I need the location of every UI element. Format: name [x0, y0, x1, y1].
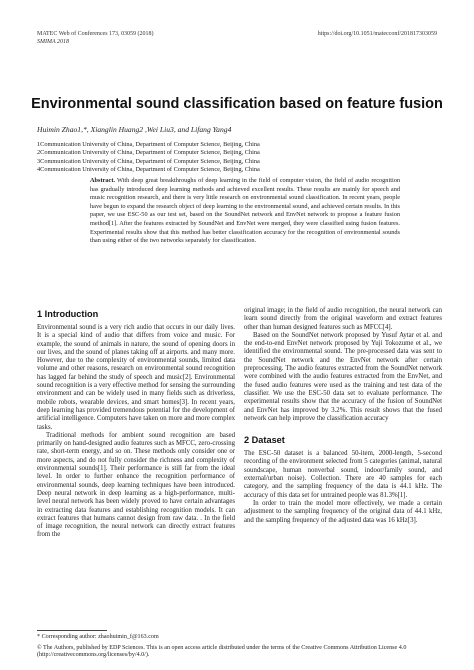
footnote-rule	[37, 630, 107, 631]
intro-paragraph-3: original image; in the field of audio recognition, the neural network can learn sound directly from the original waveform and extract features other than human designed features such as MFCC[4].	[244, 307, 442, 331]
introduction-continued	[244, 307, 442, 423]
section-heading-introduction: 1 Introduction	[37, 309, 99, 319]
intro-paragraph-1: Environmental sound is a very rich audio that occurs in our daily lives. It is a special kind of audio that differs from voice and music. For example, the sound of animals in nature, the sound of opening doors in our lives, and the sound of planes taking off at airports. and many more. However, due to the complexity of environmental sounds, limited data volume and other reasons, research on environmental sound recognition has lagged far behind the study of speech and music[2]. Environmental sound recognition is a very effective method for sensing the surrounding environment and can be widely used in many fields such as driverless, mobile robots, wearable devices, and smart homes[3]. In recent years, deep learning has provided tremendous potential for the development of artificial intelligence. Computers have taken on more and more complex tasks.	[37, 324, 235, 431]
abstract-label: Abstract.	[90, 177, 116, 184]
intro-paragraph-2: Traditional methods for ambient sound recognition are based primarily on hand-designed audio features such as MFCC, zero-crossing rate, short-term energy, and so on. These methods only consider one or more aspects, and do not fully consider the richness and complexity of environmental sounds[1]. Their performance is still far from the ideal level. In order to further enhance the recognition performance of environmental sounds, deep learning techniques have been introduced. Deep neural network in deep learning as a high-performance, multi-level neural network has been widely proved to have certain advantages in extracting data features and establishing recognition models. It can extract features that humans cannot design from raw data. . In the field of image recognition, the neural network can directly extract features from the	[37, 431, 235, 539]
affiliation-3: 3Communication University of China, Department of Computer Science, Beijing, China	[37, 157, 260, 165]
conference-name: SMIMA 2018	[37, 39, 70, 45]
author-list: Huimin Zhao1,*, Xianglin Huang2 ,Wei Liu3, and Lifang Yang4	[37, 125, 232, 134]
affiliations	[37, 141, 260, 174]
corresponding-author-note: * Corresponding author: zhaohuimin_f@163.com	[37, 634, 159, 640]
abstract-text: With deep great breakthroughs of deep learning in the field of computer vision, the field of audio recognition has gradually introduced deep learning methods and achieved excellent results. These results are mainly for speech and music recognition research, and there is very little research on environmental sound classification. In recent years, people have begun to expand the research object of deep learning to the environmental sound, and achieved certain results. In this paper, we use ESC-50 as our test set, based on the SoundNet network and EnvNet network to propose a feature fusion method[1]. After the features extracted by SoundNet and EnvNet were merged, they were classified using fusion features. Experimental results show that this method has better classification accuracy for the recognition of environmental sounds than using either of the two networks separately for classification.	[90, 177, 401, 245]
doi-link[interactable]: https://doi.org/10.1051/matecconf/201817303059	[317, 31, 437, 37]
left-column	[37, 309, 235, 540]
journal-citation: MATEC Web of Conferences 173, 03059 (2018)	[37, 31, 154, 37]
dataset-paragraph-1: The ESC-50 dataset is a balanced 50-item, 2000-length, 5-second recording of the environment selected from 5 categories (animal, natural soundscape, human nonverbal sound, indoor/family sound, and external/urban noise). Collection. There are 40 samples for each category, and the sampling frequency of the data is 44.1 kHz. The accuracy of this data set for untrained people was 81.3%[1].	[244, 450, 442, 499]
intro-paragraph-4: Based on the SoundNet network proposed by Yusuf Aytar et al. and the end-to-end EnvNet network proposed by Yuji Tokozume et al., we identified the environmental sound. The pre-processed data was sent to the SoundNet network and the EnvNet network after certain preprocessing. The audio features extracted from the SoundNet network were combined with the audio features extracted from the EnvNet, and the fused audio features were used as the training and test data of the classifier. We use the ESC-50 data set to evaluate performance. The experimental results show that the accuracy of the fusion of SoundNet and EnvNet has improved by 3.2%. This result shows that the fused network can help improve the classification accuracy	[244, 331, 442, 422]
paper-title: Environmental sound classification based on feature fusion	[31, 96, 443, 112]
dataset-body	[244, 450, 442, 525]
license-note: © The Authors, published by EDP Sciences. This is an open access article distributed under the terms of the Creative Commons Attribution License 4.0 (http://creativecommons.org/licenses/by/4.0/).	[37, 645, 407, 659]
section-heading-dataset: 2 Dataset	[244, 435, 285, 446]
affiliation-4: 4Communication University of China, Department of Computer Science, Beijing, China	[37, 165, 260, 173]
affiliation-1: 1Communication University of China, Department of Computer Science, Beijing, China	[37, 141, 260, 148]
right-column	[244, 307, 442, 525]
abstract	[90, 177, 400, 246]
affiliation-2: 2Communication University of China, Department of Computer Science, Beijing, China	[37, 149, 260, 157]
dataset-paragraph-2: In order to train the model more effectively, we made a certain adjustment to the sampling frequency of the original data of 44.1 kHz, and the sampling frequency of the adjusted data was 16 kHz[3].	[244, 499, 442, 524]
introduction-body	[37, 324, 235, 540]
